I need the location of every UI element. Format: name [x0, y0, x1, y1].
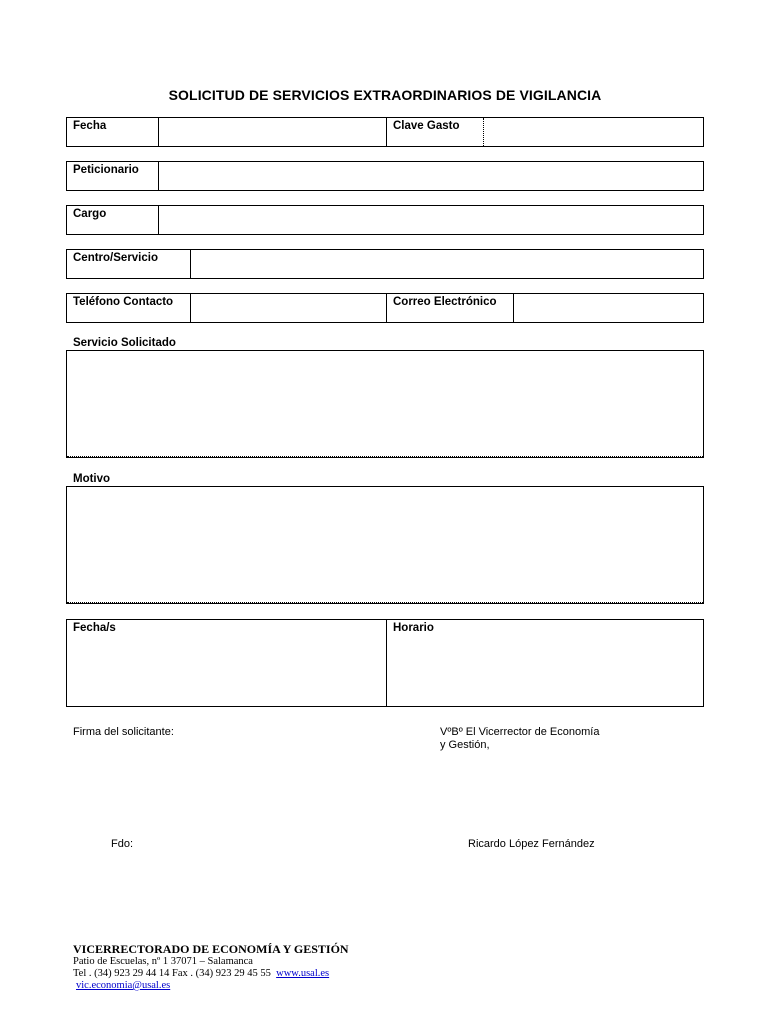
motivo-label: Motivo	[73, 473, 111, 485]
clave-gasto-label: Clave Gasto	[393, 120, 460, 132]
telefono-field[interactable]	[191, 294, 386, 322]
fecha-clave-row	[66, 117, 704, 147]
servicio-solicitado-field[interactable]	[66, 350, 704, 458]
cargo-row	[66, 205, 704, 235]
footer-phone-fax: Tel . (34) 923 29 44 14 Fax . (34) 923 29 45 55	[73, 968, 271, 979]
fechas-horario-row	[66, 619, 704, 707]
centro-servicio-label: Centro/Servicio	[73, 252, 158, 264]
firma-solicitante-label: Firma del solicitante:	[73, 726, 174, 738]
centro-servicio-field[interactable]	[191, 250, 703, 278]
vobo-line1: VºBº El Vicerrector de Economía	[440, 726, 600, 738]
fdo-label: Fdo:	[111, 838, 134, 850]
cargo-field[interactable]	[159, 206, 703, 234]
footer-website-link[interactable]: www.usal.es	[276, 968, 330, 979]
peticionario-row	[66, 161, 704, 191]
telefono-label: Teléfono Contacto	[73, 296, 174, 308]
centro-servicio-row	[66, 249, 704, 279]
horario-label: Horario	[393, 622, 434, 634]
footer-email-link[interactable]: vic.economia@usal.es	[76, 980, 171, 991]
fecha-label: Fecha	[73, 120, 107, 132]
servicio-solicitado-label: Servicio Solicitado	[73, 337, 176, 349]
vobo-line2: y Gestión,	[440, 739, 490, 751]
correo-label: Correo Electrónico	[393, 296, 497, 308]
page-title: SOLICITUD DE SERVICIOS EXTRAORDINARIOS DE VIGILANCIA	[168, 87, 602, 103]
clave-gasto-field[interactable]	[484, 118, 703, 146]
footer-email-line	[76, 980, 170, 992]
peticionario-label: Peticionario	[73, 164, 139, 176]
footer-contact-line	[73, 968, 329, 980]
vicerrector-name: Ricardo López Fernández	[468, 838, 595, 850]
peticionario-field[interactable]	[159, 162, 703, 190]
footer-address: Patio de Escuelas, nº 1 37071 – Salamanca	[73, 956, 253, 967]
footer-org: VICERRECTORADO DE ECONOMÍA Y GESTIÓN	[73, 942, 349, 956]
telefono-correo-row	[66, 293, 704, 323]
fechas-label: Fecha/s	[73, 622, 116, 634]
fechas-field[interactable]	[67, 620, 386, 706]
fecha-field[interactable]	[159, 118, 386, 146]
horario-field[interactable]	[387, 620, 703, 706]
cargo-label: Cargo	[73, 208, 107, 220]
correo-field[interactable]	[514, 294, 703, 322]
motivo-field[interactable]	[66, 486, 704, 604]
